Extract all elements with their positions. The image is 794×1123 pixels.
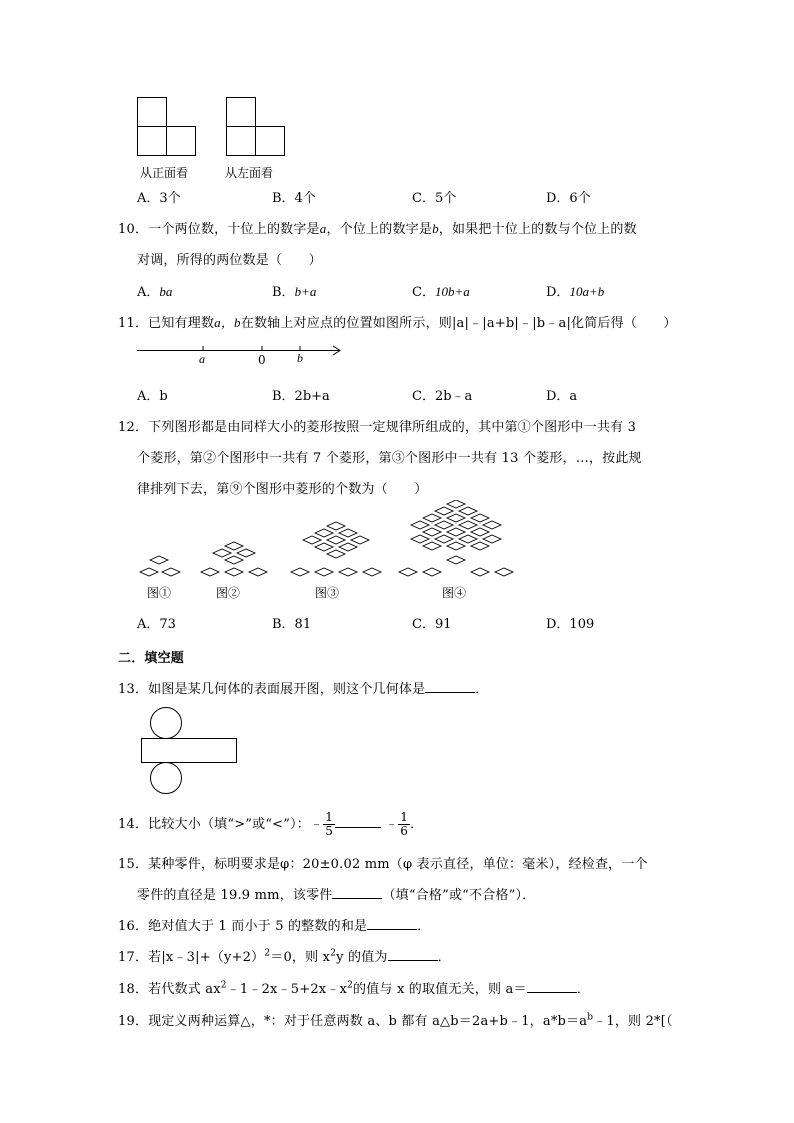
q9-option-d[interactable]: D．6个	[546, 191, 591, 206]
rhombus-shape	[423, 528, 441, 536]
rhombus-shape	[351, 536, 369, 544]
rhombus-shape	[435, 507, 453, 515]
q18-end: ．	[576, 982, 590, 997]
rhombus-shape	[225, 542, 243, 550]
q18-stem	[118, 978, 590, 997]
axis-label-b: b	[297, 351, 303, 365]
rhombus-shape	[459, 535, 477, 543]
q14-fraction-2	[398, 811, 410, 838]
q15-stem-line1: 15．某种零件，标明要求是φ：20±0.02 mm（φ 表示直径，单位：毫米），经检查，一个	[118, 857, 648, 872]
rhombus-shape	[327, 522, 345, 530]
q12-option-a[interactable]: A．73	[137, 617, 176, 632]
fig-label-1: 图①	[147, 586, 172, 600]
q9-option-b[interactable]: B．4个	[272, 191, 316, 206]
q17-stem	[118, 946, 451, 965]
q14-den1: 5	[325, 824, 334, 838]
q19-text: 19．现定义两种运算△，*：对于任意两数 a、b 都有 a△b＝2a+b﹣1，a*b＝a	[118, 1014, 588, 1029]
cylinder-net-figure	[138, 706, 240, 796]
q13-end: ．	[475, 682, 489, 697]
q17-exponent: 2	[264, 948, 271, 959]
q10-text-tail: ，如果把十位上的数与个位上的数	[438, 222, 637, 237]
rhombus-shape	[225, 568, 243, 576]
rhombus-shape	[399, 568, 417, 576]
q10-text-mid: ，个位上的数字是	[326, 222, 433, 237]
rhombus-shape	[483, 535, 501, 543]
q10-option-d[interactable]	[546, 281, 604, 300]
q10-option-d-value: 10a+b	[569, 284, 605, 299]
q16-end: ．	[417, 919, 431, 934]
rhombus-shape	[225, 556, 243, 564]
fig-label-3: 图③	[315, 586, 340, 600]
q13-answer-blank[interactable]	[425, 680, 475, 693]
q12-stem-line3: 律排列下去，第⑨个图形中菱形的个数为（ ）	[137, 482, 428, 497]
q10-option-c-value: 10b+a	[434, 284, 470, 299]
q18-text: 18．若代数式 ax	[118, 982, 221, 997]
q12-option-d[interactable]: D．109	[546, 617, 595, 632]
rhombus-shape	[423, 568, 441, 576]
q9-option-a[interactable]: A．3个	[137, 191, 181, 206]
q10-var-b: b	[432, 221, 439, 236]
q16-answer-blank[interactable]	[367, 917, 417, 930]
q14-fraction-1	[323, 811, 335, 838]
q19-text-post: ﹣1，则 2*[（	[593, 1014, 673, 1029]
q11-option-c[interactable]: C．2b﹣a	[412, 389, 473, 404]
rhombus-shape	[483, 521, 501, 529]
q14-answer-blank[interactable]	[335, 815, 381, 828]
rhombus-shape	[435, 521, 453, 529]
q18-text-post: 的值与 x 的取值无关，则 a＝	[353, 982, 527, 997]
section-title: 二．填空题	[118, 651, 185, 666]
q10-option-a-label: A．	[137, 285, 160, 300]
q14-end: ．	[410, 817, 424, 832]
rhombus-shape	[447, 528, 465, 536]
q10-stem-line2: 对调，所得的两位数是（ ）	[137, 253, 322, 268]
q10-option-c[interactable]	[412, 281, 470, 300]
rhombus-shape	[327, 536, 345, 544]
q12-stem-line2: 个菱形，第②个图形中一共有 7 个菱形，第③个图形中一共有 13 个菱形，…，按此规	[137, 451, 642, 466]
q16-text: 16．绝对值大于 1 而小于 5 的整数的和是	[118, 919, 368, 934]
q18-exponent2: 2	[347, 980, 354, 991]
q12-option-c[interactable]: C．91	[412, 617, 452, 632]
rhombus-shape	[201, 568, 219, 576]
q14-text: 14．比较大小（填“>”或“<”）：﹣	[118, 817, 324, 832]
front-view-figure	[136, 96, 200, 158]
q18-text-mid: ﹣1﹣2x﹣5+2x﹣x	[226, 982, 348, 997]
rhombus-shape	[447, 556, 465, 564]
rhombus-shape	[447, 542, 465, 550]
rhombus-shape	[411, 521, 429, 529]
q10-option-d-label: D．	[546, 285, 570, 300]
number-line-figure	[134, 340, 348, 368]
rhombus-shape	[213, 549, 231, 557]
rhombus-shape	[339, 543, 357, 551]
rhombus-pattern-figure	[134, 500, 524, 586]
q11-stem	[118, 312, 677, 331]
rhombus-shape	[327, 550, 345, 558]
q15-answer-blank[interactable]	[332, 886, 382, 899]
q14-num1: 1	[325, 810, 334, 824]
q10-option-b[interactable]	[272, 281, 316, 300]
q13-text: 13．如图是某几何体的表面展开图，则这个几何体是	[118, 682, 426, 697]
q17-exponent2: 2	[330, 948, 337, 959]
q10-option-a[interactable]	[137, 281, 172, 300]
rhombus-shape	[150, 556, 168, 564]
rhombus-shape	[291, 568, 309, 576]
q10-text: 10．一个两位数，十位上的数字是	[118, 222, 320, 237]
q14-minus: ﹣	[385, 817, 399, 832]
q11-option-a[interactable]: A．b	[137, 389, 168, 404]
rhombus-shape	[471, 568, 489, 576]
q17-end: ．	[437, 950, 451, 965]
q11-vars: a，b	[214, 315, 241, 330]
q11-option-b[interactable]: B．2b+a	[272, 389, 330, 404]
q10-option-b-label: B．	[272, 285, 295, 300]
q14-den2: 6	[400, 824, 409, 838]
rhombus-shape	[363, 568, 381, 576]
rhombus-shape	[315, 543, 333, 551]
front-view-caption: 从正面看	[140, 166, 189, 180]
rhombus-shape	[339, 529, 357, 537]
rhombus-shape	[162, 568, 180, 576]
rhombus-shape	[411, 535, 429, 543]
q15-text-post: （填“合格”或“不合格”）．	[382, 888, 536, 903]
fig-label-4: 图④	[442, 586, 467, 600]
rhombus-shape	[471, 542, 489, 550]
rhombus-shape	[447, 514, 465, 522]
rhombus-shape	[423, 542, 441, 550]
q10-stem-line1	[118, 218, 637, 237]
q17-text: 17．若|x﹣3|+（y+2）	[118, 950, 265, 965]
q10-option-b-value: b+a	[294, 284, 317, 299]
fig-label-2: 图②	[216, 586, 241, 600]
q17-answer-blank[interactable]	[388, 948, 438, 961]
q11-text-mid: 在数轴上对应点的位置如图所示，则|a|﹣|a+b|﹣|b﹣a|化简后得（ ）	[240, 316, 677, 331]
rhombus-shape	[315, 568, 333, 576]
q12-stem-line1: 12．下列图形都是由同样大小的菱形按照一定规律所组成的，其中第①个图形中一共有 3	[118, 420, 637, 435]
rhombus-shape	[339, 568, 357, 576]
q11-option-d[interactable]: D．a	[546, 389, 578, 404]
q17-text-mid2: y 的值为	[336, 950, 388, 965]
q16-stem	[118, 915, 430, 934]
axis-label-zero: 0	[258, 353, 266, 367]
q15-text: 零件的直径是 19.9 mm，该零件	[137, 888, 333, 903]
q10-option-a-value: ba	[159, 284, 173, 299]
q17-text-mid: ＝0，则 x	[270, 950, 331, 965]
q18-exponent: 2	[220, 980, 227, 991]
rhombus-shape	[249, 568, 267, 576]
rhombus-shape	[471, 528, 489, 536]
q14-num2: 1	[400, 810, 409, 824]
rhombus-shape	[237, 549, 255, 557]
rhombus-shape	[140, 568, 158, 576]
rhombus-shape	[303, 536, 321, 544]
rhombus-shape	[471, 514, 489, 522]
q10-option-c-label: C．	[412, 285, 435, 300]
q10-var-a: a	[319, 221, 327, 236]
q19-exponent: b	[587, 1012, 594, 1023]
q18-answer-blank[interactable]	[527, 980, 577, 993]
rhombus-shape	[459, 521, 477, 529]
q11-text: 11．已知有理数	[118, 316, 215, 331]
q14-stem	[118, 808, 423, 842]
q15-stem-line2	[137, 884, 535, 903]
rhombus-shape	[447, 500, 465, 508]
rhombus-shape	[423, 514, 441, 522]
q19-stem	[118, 1010, 673, 1029]
left-view-figure	[225, 96, 289, 158]
rhombus-shape	[459, 507, 477, 515]
q12-option-b[interactable]: B．81	[272, 617, 312, 632]
rhombus-shape	[495, 568, 513, 576]
axis-label-a: a	[199, 352, 205, 366]
q13-stem	[118, 678, 489, 697]
rhombus-shape	[435, 535, 453, 543]
rhombus-shape	[315, 529, 333, 537]
q9-option-c[interactable]: C．5个	[412, 191, 457, 206]
left-view-caption: 从左面看	[225, 166, 274, 180]
